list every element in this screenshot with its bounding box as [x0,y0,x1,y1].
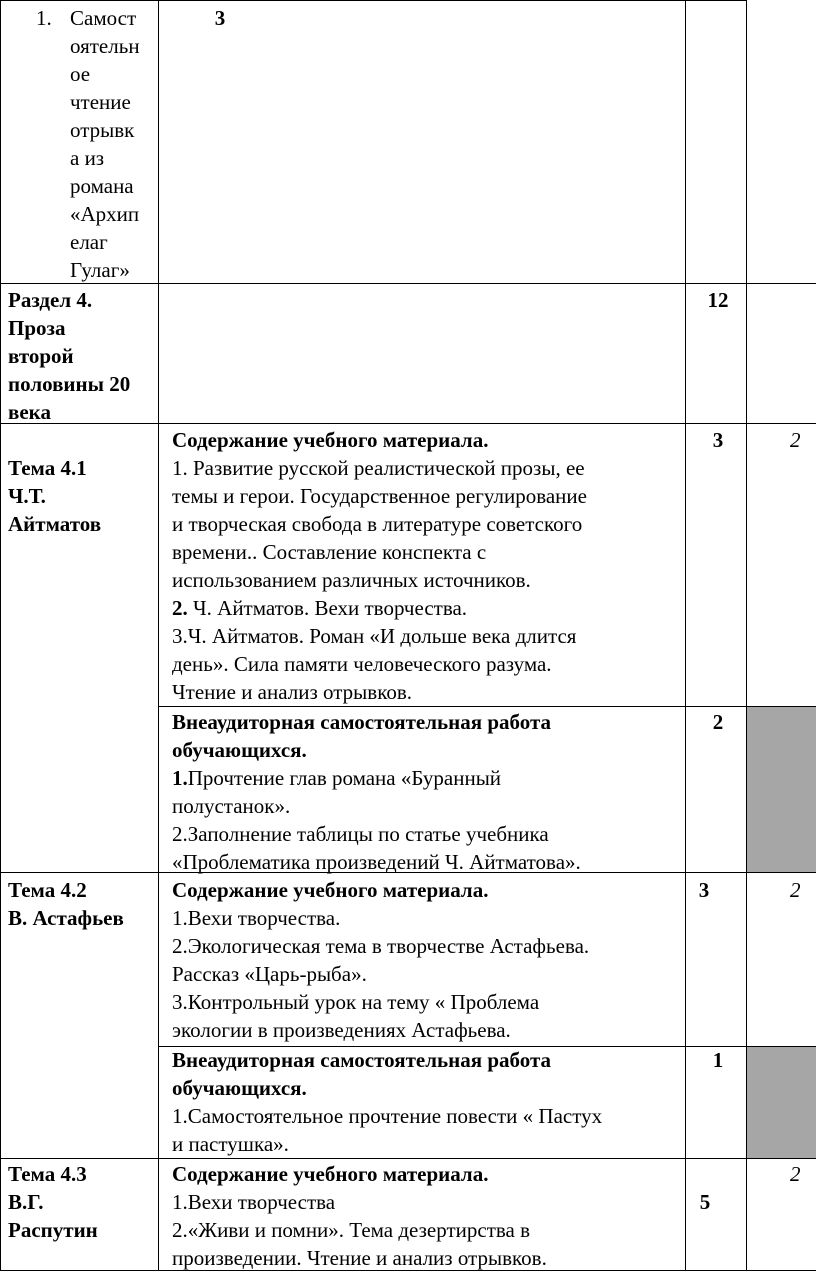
column-divider [158,0,159,1271]
list-number: 1. [36,6,52,30]
column-divider [685,0,686,1271]
column-divider [0,0,1,1271]
column-divider [746,0,747,1271]
row-divider [0,0,746,1]
hours-value: 3 [214,6,226,30]
topic-title: Тема 4.2 В. Астафьев [8,878,124,930]
hours-value: 3 [712,428,724,452]
hours-value: 3 [698,878,710,902]
shaded-cell [746,706,816,872]
level-value: 2 [790,428,801,452]
hours-value: 5 [699,1190,711,1214]
topic-content: Содержание учебного материала. 1.Вехи творчества. 2.Экологическая тема в творчестве Астафьева. Рассказ «Царь-рыба». 3.Контрольный урок на тему « Проблема экологии в произведениях Астафьева. [172,878,590,1042]
topic-content: Содержание учебного материала. 1. Развитие русской реалистической прозы, ее темы и герои. Государственное регулирование и творческая свобода в литературе советского времени.. Составление конспекта с использованием различных источников. 2. Ч. Айтматов. Вехи творчества. 3.Ч. Айтматов. Роман «И дольше века длится день». Сила памяти человеческого разума. Чтение и анализ отрывков. [172,428,587,704]
shaded-cell [746,1046,816,1158]
content-heading: Внеаудиторная самостоятельная работа [172,710,552,734]
hours-value: 12 [707,288,729,312]
level-value: 2 [790,1162,801,1186]
topic-title: Тема 4.3 В.Г. Распутин [8,1162,98,1242]
hours-value: 2 [712,710,724,734]
content-heading: Содержание учебного материала. [172,428,489,452]
lesson-title: Самост оятельн ое чтение отрывк а из романа «Архип елаг Гулаг» [70,6,140,282]
topic-title: Тема 4.1 Ч.Т. Айтматов [8,456,102,536]
content-heading: Внеаудиторная самостоятельная работа [172,1048,552,1072]
topic-content: Содержание учебного материала. 1.Вехи творчества 2.«Живи и помни». Тема дезертирства в произведении. Чтение и анализ отрывков. [172,1162,547,1270]
row-divider [158,706,816,707]
hours-value: 1 [712,1048,724,1072]
content-heading: Содержание учебного материала. [172,1162,489,1186]
independent-work: Внеаудиторная самостоятельная работа обучающихся. 1.Прочтение глав романа «Буранный полустанок». 2.Заполнение таблицы по статье учебника «Проблематика произведений Ч. Айтматова». [172,710,581,874]
independent-work: Внеаудиторная самостоятельная работа обучающихся. 1.Самостоятельное прочтение повести « Пастух и пастушка». [172,1048,603,1156]
content-heading: Содержание учебного материала. [172,878,489,902]
row-divider [0,1158,816,1159]
level-value: 2 [790,878,801,902]
section-title: Раздел 4. Проза второй половины 20 века [8,288,131,424]
